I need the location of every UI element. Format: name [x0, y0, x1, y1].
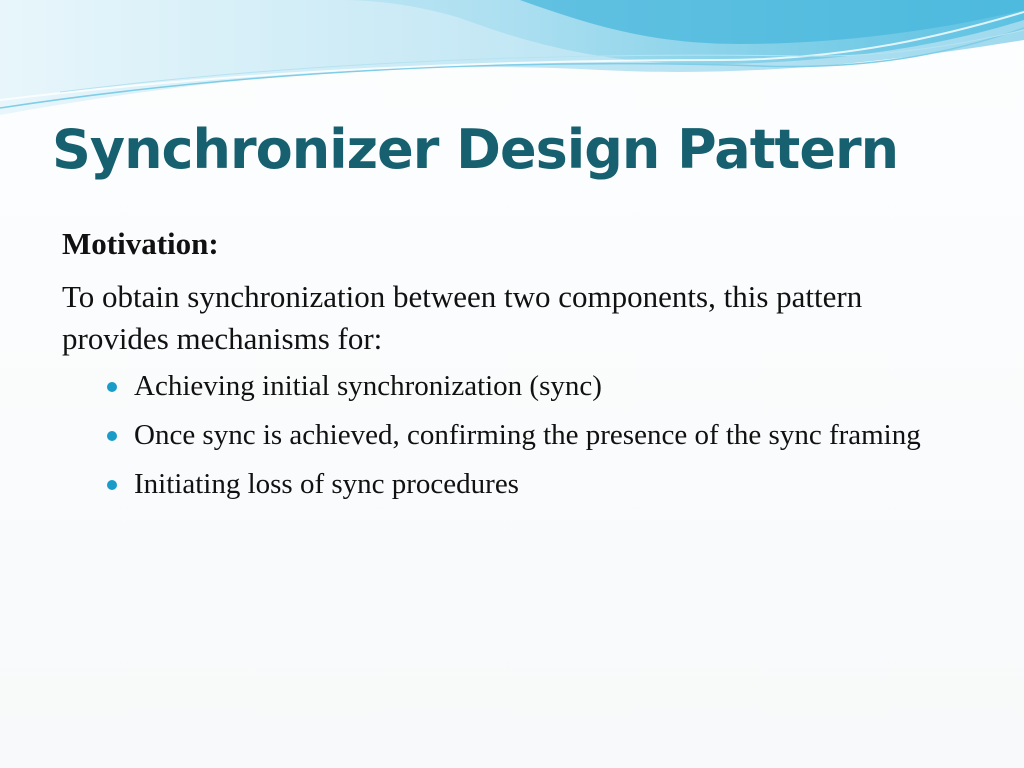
- slide-title: Synchronizer Design Pattern: [52, 118, 899, 181]
- motivation-heading: Motivation:: [62, 226, 219, 261]
- bullet-icon: [107, 382, 117, 392]
- bullet-list: [62, 366, 962, 504]
- list-item: [104, 464, 934, 504]
- bullet-text: Initiating loss of sync procedures: [134, 468, 519, 500]
- motivation-paragraph: To obtain synchronization between two components, this pattern provides mechanisms for:: [62, 279, 863, 356]
- list-item: [104, 366, 934, 406]
- bullet-text: Achieving initial synchronization (sync): [134, 370, 602, 402]
- list-item: [104, 415, 934, 455]
- bullet-text: Once sync is achieved, confirming the presence of the sync framing: [134, 419, 921, 451]
- bullet-icon: [107, 431, 117, 441]
- bullet-icon: [107, 480, 117, 490]
- slide-body: [62, 224, 962, 513]
- decorative-wave-banner: [0, 0, 1024, 130]
